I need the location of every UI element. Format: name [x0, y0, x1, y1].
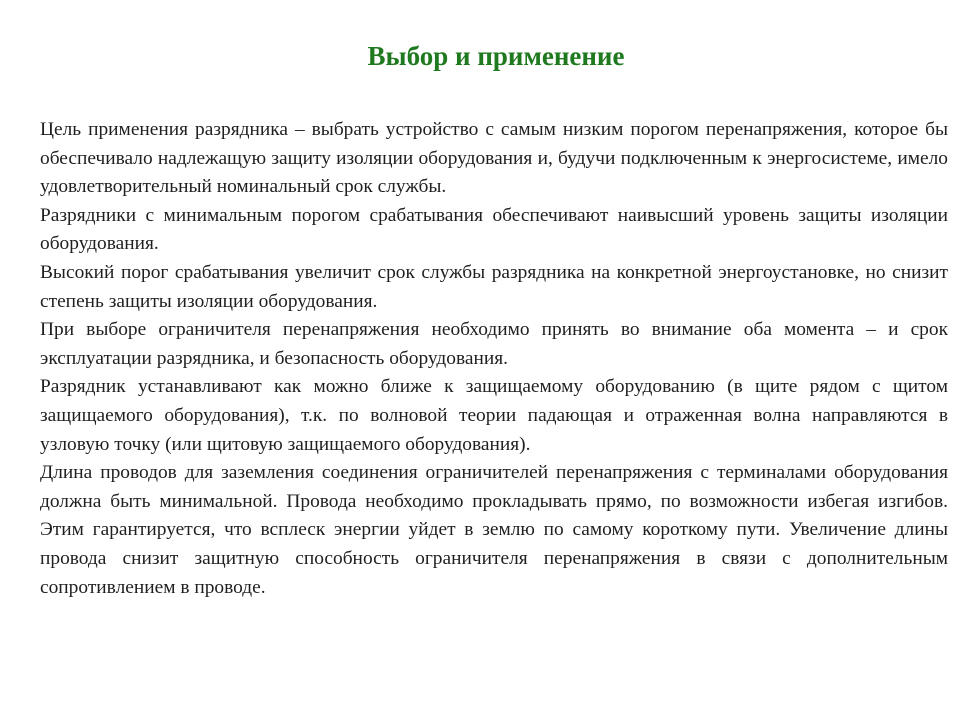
paragraph-min-threshold: Разрядники с минимальным порогом срабатывания обеспечивают наивысший уровень защиты изоляции оборудования. — [40, 204, 948, 255]
paragraph-high-threshold: Высокий порог срабатывания увеличит срок службы разрядника на конкретной энергоустановке, но снизит степень защиты изоляции оборудования. — [40, 261, 948, 312]
paragraph-grounding-wires: Длина проводов для заземления соединения ограничителей перенапряжения с терминалами оборудования должна быть минимальной. Провода необходимо прокладывать прямо, по возможности избегая изгибов. Этим гарантируется, что всплеск энергии уйдет в землю по самому короткому пути. Увеличение длины провода снизит защитную способность ограничителя перенапряжения в связи с дополнительным сопротивлением в проводе. — [40, 462, 948, 598]
slide-body — [40, 116, 948, 602]
paragraph-purpose: Цель применения разрядника – выбрать устройство с самым низким порогом перенапряжения, которое бы обеспечивало надлежащую защиту изоляции оборудования и, будучи подключенным к энергосистеме, имело удовлетворительный номинальный срок службы. — [40, 119, 948, 198]
paragraph-placement: Разрядник устанавливают как можно ближе к защищаемому оборудованию (в щите рядом с щитом защищаемого оборудования), т.к. по волновой теории падающая и отраженная волна направляются в узловую точку (или щитовую защищаемого оборудования). — [40, 376, 948, 455]
paragraph-selection: При выборе ограничителя перенапряжения необходимо принять во внимание оба момента – и срок эксплуатации разрядника, и безопасность оборудования. — [40, 319, 948, 369]
slide-title: Выбор и применение — [367, 41, 625, 71]
